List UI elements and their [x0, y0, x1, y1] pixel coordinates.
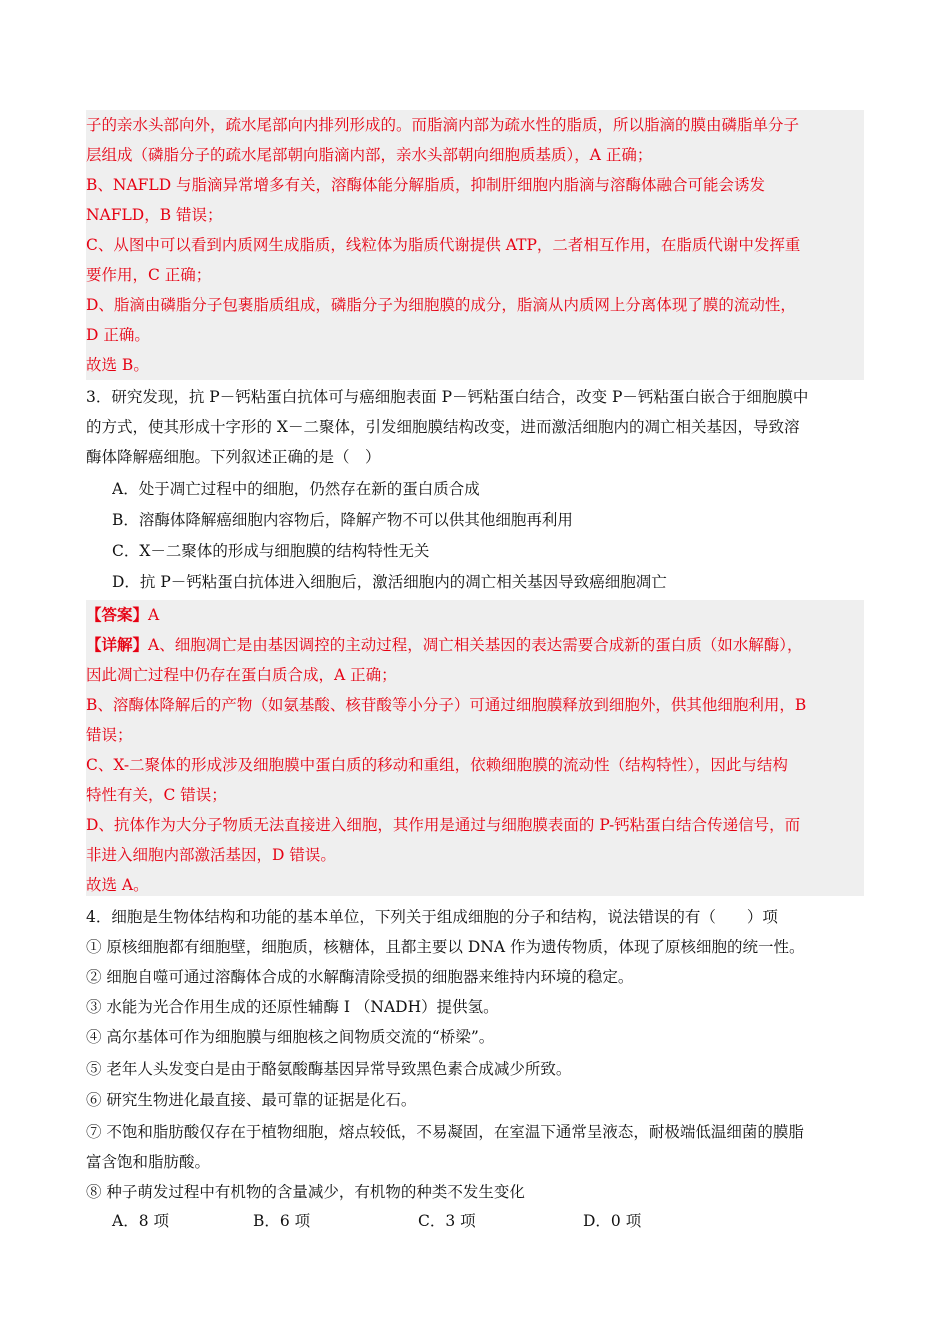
prev-explanation-line: NAFLD，B 错误； — [86, 206, 223, 224]
q3-detail-line: B、溶酶体降解后的产物（如氨基酸、核苷酸等小分子）可通过细胞膜释放到细胞外，供其他细胞利用，B — [86, 696, 807, 714]
q3-detail-line: 错误； — [86, 726, 133, 744]
answer-tag: 【答案】 — [86, 605, 149, 624]
detail-first-text: A、细胞凋亡是由基因调控的主动过程，凋亡相关基因的表达需要合成新的蛋白质（如水解酶）， — [148, 636, 803, 654]
prev-explanation-line: C、从图中可以看到内质网生成脂质，线粒体为脂质代谢提供 ATP，二者相互作用，在脂质代谢中发挥重 — [86, 236, 801, 254]
q3-detail-line — [86, 630, 864, 660]
q3-detail-line: 特性有关，C 错误； — [86, 786, 227, 804]
q4-item: ④ 高尔基体可作为细胞膜与细胞核之间物质交流的“桥梁”。 — [86, 1028, 495, 1046]
prev-explanation-line: 子的亲水头部向外，疏水尾部向内排列形成的。而脂滴内部为疏水性的脂质，所以脂滴的膜由磷脂单分子 — [86, 116, 800, 134]
q3-answer-line — [86, 600, 864, 630]
q4-item: ② 细胞自噬可通过溶酶体合成的水解酶清除受损的细胞器来维持内环境的稳定。 — [86, 968, 634, 986]
q4-item: ⑦ 不饱和脂肪酸仅存在于植物细胞，熔点较低，不易凝固，在室温下通常呈液态，耐极端低温细菌的膜脂 — [86, 1123, 804, 1141]
prev-explanation-line: D 正确。 — [86, 326, 150, 344]
q4-choice-d: D．0 项 — [583, 1212, 642, 1230]
detail-tag: 【详解】 — [86, 635, 149, 654]
q4-item: ⑤ 老年人头发变白是由于酪氨酸酶基因异常导致黑色素合成减少所致。 — [86, 1060, 572, 1078]
q3-option-c: C．X－二聚体的形成与细胞膜的结构特性无关 — [112, 542, 430, 560]
q4-item: 富含饱和脂肪酸。 — [86, 1153, 211, 1171]
prev-explanation-line: 层组成（磷脂分子的疏水尾部朝向脂滴内部，亲水头部朝向细胞质基质），A 正确； — [86, 146, 653, 164]
prev-explanation-line: 要作用，C 正确； — [86, 266, 212, 284]
q3-stem-line: 的方式，使其形成十字形的 X－二聚体，引发细胞膜结构改变，进而激活细胞内的凋亡相关基因，导致溶 — [86, 418, 800, 436]
q4-choice-b: B．6 项 — [253, 1212, 311, 1230]
q3-detail-line: D、抗体作为大分子物质无法直接进入细胞，其作用是通过与细胞膜表面的 P-钙粘蛋白结合传递信号，而 — [86, 816, 801, 834]
q3-stem-line: 3．研究发现，抗 P－钙粘蛋白抗体可与癌细胞表面 P－钙粘蛋白结合，改变 P－钙粘蛋白嵌合于细胞膜中 — [86, 388, 809, 406]
q3-detail-line: 非进入细胞内部激活基因，D 错误。 — [86, 846, 336, 864]
q3-detail-line: 因此凋亡过程中仍存在蛋白质合成，A 正确； — [86, 666, 397, 684]
q3-option-a: A．处于凋亡过程中的细胞，仍然存在新的蛋白质合成 — [112, 480, 480, 498]
prev-explanation-line: B、NAFLD 与脂滴异常增多有关，溶酶体能分解脂质，抑制肝细胞内脂滴与溶酶体融合可能会诱发 — [86, 176, 766, 194]
q4-item: ① 原核细胞都有细胞壁，细胞质，核糖体，且都主要以 DNA 作为遗传物质，体现了原核细胞的统一性。 — [86, 938, 805, 956]
q3-stem-line: 酶体降解癌细胞。下列叙述正确的是（ ） — [86, 448, 381, 466]
q4-item: ③ 水能为光合作用生成的还原性辅酶 I （NADH）提供氢。 — [86, 998, 499, 1016]
prev-explanation-line: D、脂滴由磷脂分子包裹脂质组成，磷脂分子为细胞膜的成分，脂滴从内质网上分离体现了膜的流动性， — [86, 296, 796, 314]
q3-option-d: D．抗 P－钙粘蛋白抗体进入细胞后，激活细胞内的凋亡相关基因导致癌细胞凋亡 — [112, 573, 667, 591]
q3-detail-line: C、X-二聚体的形成涉及细胞膜中蛋白质的移动和重组，依赖细胞膜的流动性（结构特性），因此与结构 — [86, 756, 788, 774]
q3-conclusion: 故选 A。 — [86, 876, 149, 894]
q4-choice-c: C．3 项 — [418, 1212, 476, 1230]
q4-stem: 4．细胞是生物体结构和功能的基本单位，下列关于组成细胞的分子和结构，说法错误的有（ ）项 — [86, 908, 778, 926]
q4-choice-a: A．8 项 — [112, 1212, 169, 1230]
q4-item: ⑥ 研究生物进化最直接、最可靠的证据是化石。 — [86, 1091, 417, 1109]
answer-value: A — [148, 606, 160, 624]
q3-option-b: B．溶酶体降解癌细胞内容物后，降解产物不可以供其他细胞再利用 — [112, 511, 573, 529]
prev-explanation-conclusion: 故选 B。 — [86, 356, 149, 374]
q4-item: ⑧ 种子萌发过程中有机物的含量减少，有机物的种类不发生变化 — [86, 1183, 525, 1201]
